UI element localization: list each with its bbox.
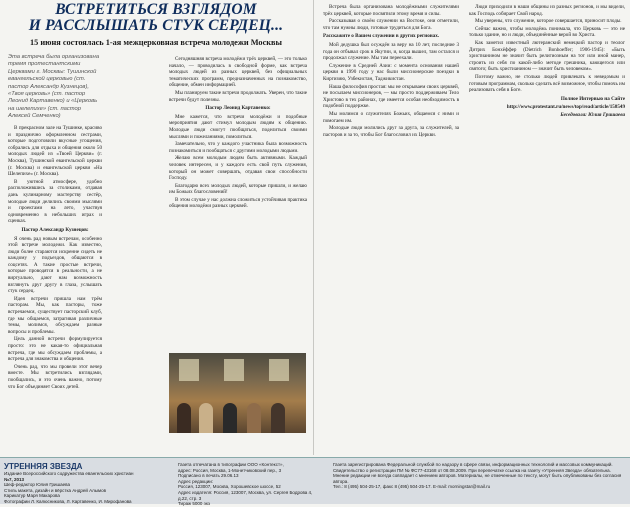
footer-signed: Подписано в печать 29.06.13 — [178, 473, 239, 479]
paragraph: Желаю всем молодым людям быть активными. Каждый человек интересен, и у каждого есть свой путь служения, который он может совершать, отдавая свои способности Господу. — [169, 155, 307, 182]
footer-printing — [178, 462, 323, 507]
paragraph: Цель данной встречи формулируется просто: это не какая-то официальная встреча, где мы обсуждаем проблемы, а встреча для знакомства и общения. — [8, 336, 102, 363]
signoff-author: Беседовала: Юлия Гришаева — [560, 111, 625, 118]
paragraph: В прекрасном зале на Тушинке, красиво и празднично оформленном сестрами, которые подготовили вкусные угощения, собрались для отдыха и общения около 50 молодых людей из «Твоей Церкви» (г. Москва), Тушинской евангельской церкви (г. Москва) и евангельской церкви «На Шелепихе» (г. Москва). — [8, 125, 102, 178]
article-subhead: 15 июня состоялась 1-ая межцерковная встреча молодежи Москвы — [30, 38, 282, 47]
footer-contact: Тел.: 8 (495) 504-25-17, факс 8 (495) 504-25-17. E-mail: morningstar@mail.ru — [333, 484, 491, 490]
paragraph: Мой дедушка был осуждён за веру на 10 лет, последние 3 года он отбывал срок в Якутии, и, когда вышел, там остался и продолжал служение. Мы там переехали. — [323, 41, 459, 62]
column-4 — [469, 4, 625, 454]
footer-issue: №7, 2013 — [4, 476, 25, 482]
interview-link[interactable]: http://www.protestant.ru/news/top/read/article/158549 — [506, 104, 625, 111]
footer-publisher-address: Адрес издателя: Россия, 123007, Москва, ул. Сергея Бодрова 4, д.22, стр. 3 — [178, 489, 313, 501]
footer-masthead — [4, 462, 154, 505]
question-heading: Расскажите о Вашем служении в других регионах. — [323, 33, 440, 40]
paragraph: Очень рад, что мы провели этот вечер вместе. Мы встретились взглядами, пообщались, и это очень важно, потому что Бог объединяет Своих детей. — [8, 363, 102, 390]
photo-window — [269, 359, 289, 381]
column-3 — [323, 4, 459, 454]
newspaper-footer — [0, 457, 630, 507]
paragraph: Молодые люди молились друг за друга, за служителей, за пасторов и за то, чтобы Бог благословил их Церкви. — [323, 125, 459, 138]
article-headline — [8, 2, 304, 34]
footer-editorial-address: Россия, 123007, Москва, Хорошевское шоссе, 52 — [178, 484, 281, 490]
footer-title: УТРЕННЯЯ ЗВЕЗДА — [4, 462, 83, 471]
paragraph: Сегодняшняя встреча молодёжи трёх церквей, — это только начало, — проводилась в свободной форме, как встреча молодых людей из разных церквей, без официальных тематических программ, предназначенных на познакомство, общение, обмен информацией. — [169, 56, 307, 89]
paragraph: Люди приходили в наши общины из разных регионов, и мы видели, как Господь собирает Свой народ. — [469, 4, 625, 17]
photo-person — [247, 403, 261, 433]
footer-subtitle: Издание Всероссийского содружества евангельских христиан — [4, 471, 134, 476]
section-heading: Пастор Леонид Картавенко: — [205, 105, 271, 112]
headline-line-2: И РАССЛЫШАТЬ СТУК СЕРДЕЦ... — [28, 17, 284, 34]
footer-cartoonist: Карикатур Маря Макарова — [4, 493, 60, 499]
footer-layout: Стиль макета, дизайн и вёрстка Андрей Алымов — [4, 487, 107, 493]
paragraph: Мы молимся о служителях Божьих, общаемся с ними и помогаем им. — [323, 110, 459, 124]
paragraph: Я очень рад новым встречам, особенно этой встрече молодежи. Как известно, люди более стараются искренне сидеть не каждому у подъездов, общаются в соцсетях. А такие простые встречи, которые проводятся в реальности, а не виртуально, дают нам возможность взглянуть друг другу в глаза, услышать стук сердец. — [8, 235, 102, 295]
paragraph: Рассказывая о своём служении на Востоке, они отметили, что там нужны люди, готовые трудиться для Бога. — [323, 18, 459, 31]
headline-line-1: ВСТРЕТИТЬСЯ ВЗГЛЯДОМ — [55, 1, 257, 18]
paragraph: В этом случае у нас должна сложиться устойчивая практика общения молодёжи разных церквей. — [169, 196, 307, 210]
paragraph: Встреча была организована молодёжными служителями трёх церквей, которые посвятили этому время и силы. — [323, 4, 459, 17]
footer-printing-line: Газета отпечатана в типографии ООО «Контекст», — [178, 462, 284, 467]
paragraph: Замечательно, что у каждого участника была возможность познакомиться и пообщаться с другими молодыми людьми. — [169, 141, 307, 154]
paragraph: Наша философия простая: мы не открываем своих церквей, не посылаем миссионеров, — мы просто поддерживаем Тело Христово в тех районах, где имеется особая необходимость в подобной поддержке. — [323, 83, 459, 110]
column-1 — [8, 125, 102, 455]
footer-print-address: адрес: Россия, Москва, 1-Монетчиковский пер., 3 — [178, 467, 282, 473]
column-divider — [313, 0, 314, 455]
footer-circulation: Тираж 5000 экз — [178, 501, 210, 507]
footer-registration: Газета зарегистрирована Федеральной службой по надзору в сфере связи, информационных технологий и массовых коммуникаций. Свидетельство о регистрации ПИ № ФС77-43168 от 08.08.2009. При перепечатке ссылка на газету «Утренняя Звезда» обязательна. Мнение редакции не всегда совпадает с мнением авторов. Материалы, не отмеченные по тексту, могут быть опубликованы без согласия автора. — [333, 462, 622, 484]
paragraph: Мы уверены, что служение, которое совершается, приносит плоды. — [475, 18, 622, 25]
section-heading: Пастор Александр Кузнецов: — [21, 226, 89, 233]
photo-person — [199, 403, 213, 433]
footer-photos: Фотографии Л. Калюсникова, Л. Картавенко, И. Мирофанова — [4, 498, 132, 504]
paragraph: Сейчас важно, чтобы молодёжь понимала, что Церковь — это не только здание, но и люди, объединённые верой во Христа. — [469, 25, 625, 39]
photo-window — [179, 359, 199, 381]
signoff-label: Полное Интервью на Сайте — [560, 95, 625, 102]
article-lead: Эта встреча была организована тремя протестантскими Церквами г. Москвы: Тушинской евангельской церковью (ст. пастор Александр Кузнецов), «Твоя церковь» (ст. пастор Леонид Картавенко) и «Церковь на шелепихе» (ст. пастор Алексей Семченко) — [8, 54, 100, 120]
paragraph: Мне кажется, что встречи молодёжи и подобные мероприятия дают стимул молодым людям к общению. Молодые люди смогут пообщаться, поделиться своими мыслями и пожеланиями, помолиться. — [169, 113, 307, 140]
photo-person — [271, 403, 285, 433]
event-photo — [169, 353, 306, 433]
paragraph: Благодарю всех молодых людей, которые пришли, и желаю им Божьих благословений! — [169, 182, 307, 196]
paragraph: Как заметил известный лютеранский немецкий пастор и теолог Дитрих Бонхёффер (Dietrich Bonhoeffer; 1906-1945): «Быть христианином не значит быть религиозным на тот или иной манер, строить из себя по какой-либо методе грешника, кающегося или святого; быть христианином — значит быть человеком». — [469, 39, 625, 73]
paragraph: Идея встречи пришла нам трём пасторам. Мы, как пасторы, тоже встречаемся, существует пасторский клуб, где мы общаемся, затрагивая различные темы, молимся, обсуждаем разные вопросы и проблемы. — [8, 295, 102, 335]
photo-person — [177, 403, 191, 433]
footer-legal — [333, 462, 625, 490]
paragraph: В уютной атмосфере, удобно расположившись за столиками, отдавая дань кулинарному мастерству сестёр, молодые люди делились своими мыслями и проектами на лето, участвуя одновременно в небольших играх и сценках. — [8, 178, 102, 225]
photo-window — [224, 359, 244, 381]
paragraph: Поэтому важно, не столько людей привлекать к неведомым и готовым программам, сколько сделать всё возможное, чтобы помочь им реализовать себя в Боге. — [469, 73, 625, 94]
photo-person — [223, 403, 237, 433]
column-2 — [169, 56, 307, 351]
paragraph: Служение в Средней Азии: с момента основания нашей церкви в 1990 году у нас были миссионерские поездки в Киргизию, Узбекистан, Таджикистан. — [323, 62, 459, 82]
paragraph: Мы планируем такие встречи продолжать. Уверен, что такие встречи будут полезны. — [169, 89, 307, 103]
footer-editor: Шеф-редактор Юлия Гришаева — [4, 482, 70, 488]
footer-editorial-address-label: Адрес редакции: — [178, 478, 213, 484]
